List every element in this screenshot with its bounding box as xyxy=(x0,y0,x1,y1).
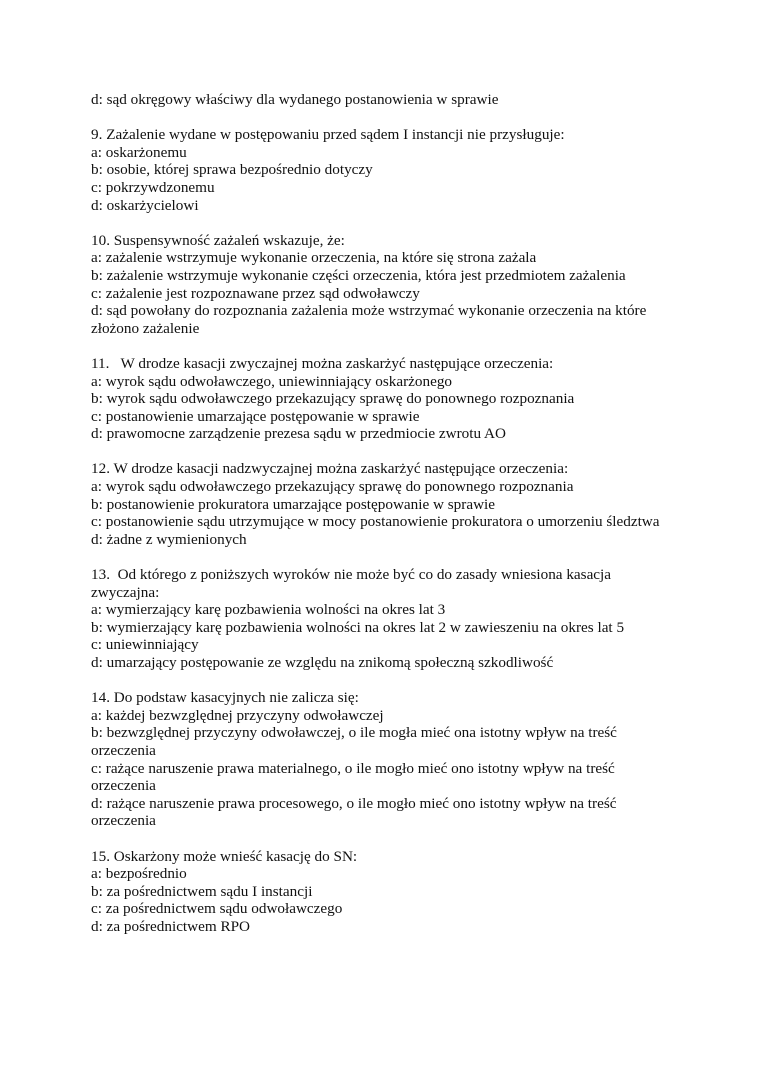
answer-d: d: umarzający postępowanie ze względu na znikomą społeczną szkodliwość xyxy=(91,654,554,671)
answer-c: c: uniewinniający xyxy=(91,636,199,654)
answer-a: a: wymierzający karę pozbawienia wolności na okres lat 3 xyxy=(91,601,446,619)
question-10 xyxy=(91,232,731,338)
question-14 xyxy=(91,689,731,830)
question-text: 9. Zażalenie wydane w postępowaniu przed sądem I instancji nie przysługuje: xyxy=(91,126,565,144)
answer-a: a: wyrok sądu odwoławczego, uniewinniający oskarżonego xyxy=(91,372,453,390)
answer-b: b: wymierzający karę pozbawienia wolności na okres lat 2 w zawieszeniu na okres lat 5 xyxy=(91,618,625,636)
question-9 xyxy=(91,126,731,214)
answer-a: a: oskarżonemu xyxy=(91,143,187,161)
answer-d: d: żadne z wymienionych xyxy=(91,530,247,548)
answer-b: b: zażalenie wstrzymuje wykonanie części orzeczenia, która jest przedmiotem zażalenia xyxy=(91,266,626,284)
answer-b: b: bezwzględnej przyczyny odwoławczej, o ile mogła mieć ona istotny wpływ na treść orzeczenia xyxy=(91,724,617,759)
answer-c: c: zażalenie jest rozpoznawane przez sąd odwoławczy xyxy=(91,284,420,302)
question-text: 13. Od którego z poniższych wyroków nie może być co do zasady wniesiona kasacja zwyczajna: xyxy=(91,566,615,601)
question-12 xyxy=(91,460,731,548)
question-text: 15. Oskarżony może wnieść kasację do SN: xyxy=(91,847,358,865)
answer-b: b: postanowienie prokuratora umarzające postępowanie w sprawie xyxy=(91,495,496,513)
question-text: 10. Suspensywność zażaleń wskazuje, że: xyxy=(91,231,345,249)
answer-d: d: sąd powołany do rozpoznania zażalenia może wstrzymać wykonanie orzeczenia na które złożono zażalenie xyxy=(91,302,647,337)
question-text: 14. Do podstaw kasacyjnych nie zalicza się: xyxy=(91,689,359,707)
question-text: 11. W drodze kasacji zwyczajnej można zaskarżyć następujące orzeczenia: xyxy=(91,354,554,372)
answer-a: a: każdej bezwzględnej przyczyny odwoławczej xyxy=(91,706,384,724)
answer-b: b: za pośrednictwem sądu I instancji xyxy=(91,882,313,900)
answer-a: a: bezpośrednio xyxy=(91,865,187,883)
answer-a: a: zażalenie wstrzymuje wykonanie orzeczenia, na które się strona zażala xyxy=(91,249,537,267)
document-page xyxy=(91,91,731,936)
answer-d: d: za pośrednictwem RPO xyxy=(91,917,251,935)
answer-a: a: wyrok sądu odwoławczego przekazujący sprawę do ponownego rozpoznania xyxy=(91,478,574,496)
answer-c: c: rażące naruszenie prawa materialnego, o ile mogło mieć ono istotny wpływ na treść orzeczenia xyxy=(91,759,615,795)
question-15 xyxy=(91,848,731,936)
answer-c: c: postanowienie sądu utrzymujące w mocy postanowienie prokuratora o umorzeniu śledztwa xyxy=(91,513,660,531)
intro-line: d: sąd okręgowy właściwy dla wydanego postanowienia w sprawie xyxy=(91,91,499,108)
answer-d: d: oskarżycielowi xyxy=(91,196,199,214)
answer-c: c: pokrzywdzonemu xyxy=(91,178,215,196)
question-11 xyxy=(91,355,731,443)
question-text: 12. W drodze kasacji nadzwyczajnej można zaskarżyć następujące orzeczenia: xyxy=(91,460,569,478)
answer-b: b: wyrok sądu odwoławczego przekazujący sprawę do ponownego rozpoznania xyxy=(91,390,575,408)
answer-c: c: postanowienie umarzające postępowanie w sprawie xyxy=(91,407,420,425)
question-13 xyxy=(91,566,731,672)
answer-b: b: osobie, której sprawa bezpośrednio dotyczy xyxy=(91,161,373,179)
answer-d: d: prawomocne zarządzenie prezesa sądu w przedmiocie zwrotu AO xyxy=(91,425,506,443)
answer-c: c: za pośrednictwem sądu odwoławczego xyxy=(91,900,343,918)
answer-d: d: rażące naruszenie prawa procesowego, o ile mogło mieć ono istotny wpływ na treść orzeczenia xyxy=(91,794,617,830)
